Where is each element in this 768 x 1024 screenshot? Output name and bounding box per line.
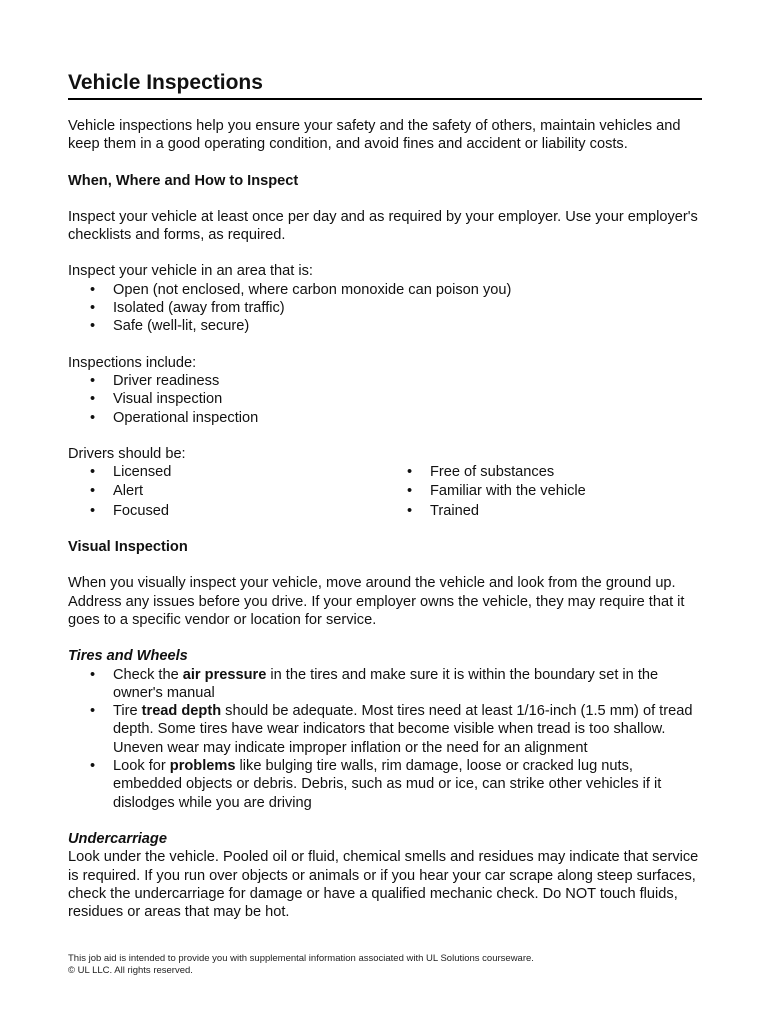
list-item: • Look for problems like bulging tire walls, rim damage, loose or cracked lug nuts, embedded objects or debris. Debris, such as mud or ice, can strike other vehicles if it dislodges while you are driving: [68, 757, 702, 812]
list-item: • Trained: [385, 502, 702, 520]
page-title: Vehicle Inspections: [68, 71, 263, 94]
subheading-tires: Tires and Wheels: [68, 648, 188, 665]
list-item: • Focused: [68, 502, 385, 520]
list-item: • Driver readiness: [68, 372, 702, 390]
list-item: • Free of substances: [385, 463, 702, 481]
visual-paragraph: When you visually inspect your vehicle, move around the vehicle and look from the ground up. Address any issues before you drive. If your employer owns the vehicle, they may require that it goes to a specific vendor or location for service.: [68, 575, 685, 628]
list-item: • Safe (well-lit, secure): [68, 317, 702, 335]
footer: [68, 953, 534, 977]
when-paragraph: Inspect your vehicle at least once per day and as required by your employer. Use your employer's checklists and forms, as required.: [68, 208, 698, 244]
emphasis: tread depth: [141, 703, 222, 720]
intro-paragraph: Vehicle inspections help you ensure your safety and the safety of others, maintain vehicles and keep them in a good operating condition, and avoid fines and accident or liability costs.: [68, 118, 681, 153]
emphasis: problems: [169, 758, 236, 775]
include-lead: Inspections include:: [68, 354, 197, 371]
include-list: [68, 372, 702, 427]
list-item: • Open (not enclosed, where carbon monoxide can poison you): [68, 281, 702, 299]
undercarriage-paragraph: Look under the vehicle. Pooled oil or fluid, chemical smells and residues may indicate that service is required. If you run over objects or animals or if you hear your car scrape along steep surfaces, check the undercarriage for damage or have a qualified mechanic check. Do NOT touch fluids, residues or areas that may be hot.: [68, 849, 699, 921]
list-item: • Isolated (away from traffic): [68, 299, 702, 317]
footer-disclaimer: This job aid is intended to provide you with supplemental information associated with UL Solutions courseware.: [68, 953, 534, 964]
title-rule: [68, 98, 702, 100]
section-heading-when: When, Where and How to Inspect: [68, 172, 299, 189]
area-list: [68, 281, 702, 336]
subheading-undercarriage: Undercarriage: [68, 830, 167, 847]
list-item: • Check the air pressure in the tires and make sure it is within the boundary set in the owner's manual: [68, 666, 702, 703]
list-item: • Visual inspection: [68, 390, 702, 408]
document-body: [68, 117, 702, 921]
section-heading-visual: Visual Inspection: [68, 539, 188, 556]
drivers-columns: [68, 463, 702, 520]
drivers-list-left: [68, 463, 385, 520]
footer-copyright: © UL LLC. All rights reserved.: [68, 965, 193, 976]
drivers-list-right: [385, 463, 702, 520]
list-item: • Operational inspection: [68, 409, 702, 427]
drivers-lead: Drivers should be:: [68, 445, 186, 462]
tires-list: [68, 666, 702, 812]
list-item: • Alert: [68, 482, 385, 500]
list-item: • Licensed: [68, 463, 385, 481]
emphasis: air pressure: [182, 666, 267, 683]
area-lead: Inspect your vehicle in an area that is:: [68, 263, 313, 280]
list-item: • Tire tread depth should be adequate. Most tires need at least 1/16-inch (1.5 mm) of tread depth. Some tires have wear indicators that become visible when tread is too shallow. Uneven wear may indicate improper inflation or the need for an alignment: [68, 702, 702, 757]
list-item: • Familiar with the vehicle: [385, 482, 702, 500]
